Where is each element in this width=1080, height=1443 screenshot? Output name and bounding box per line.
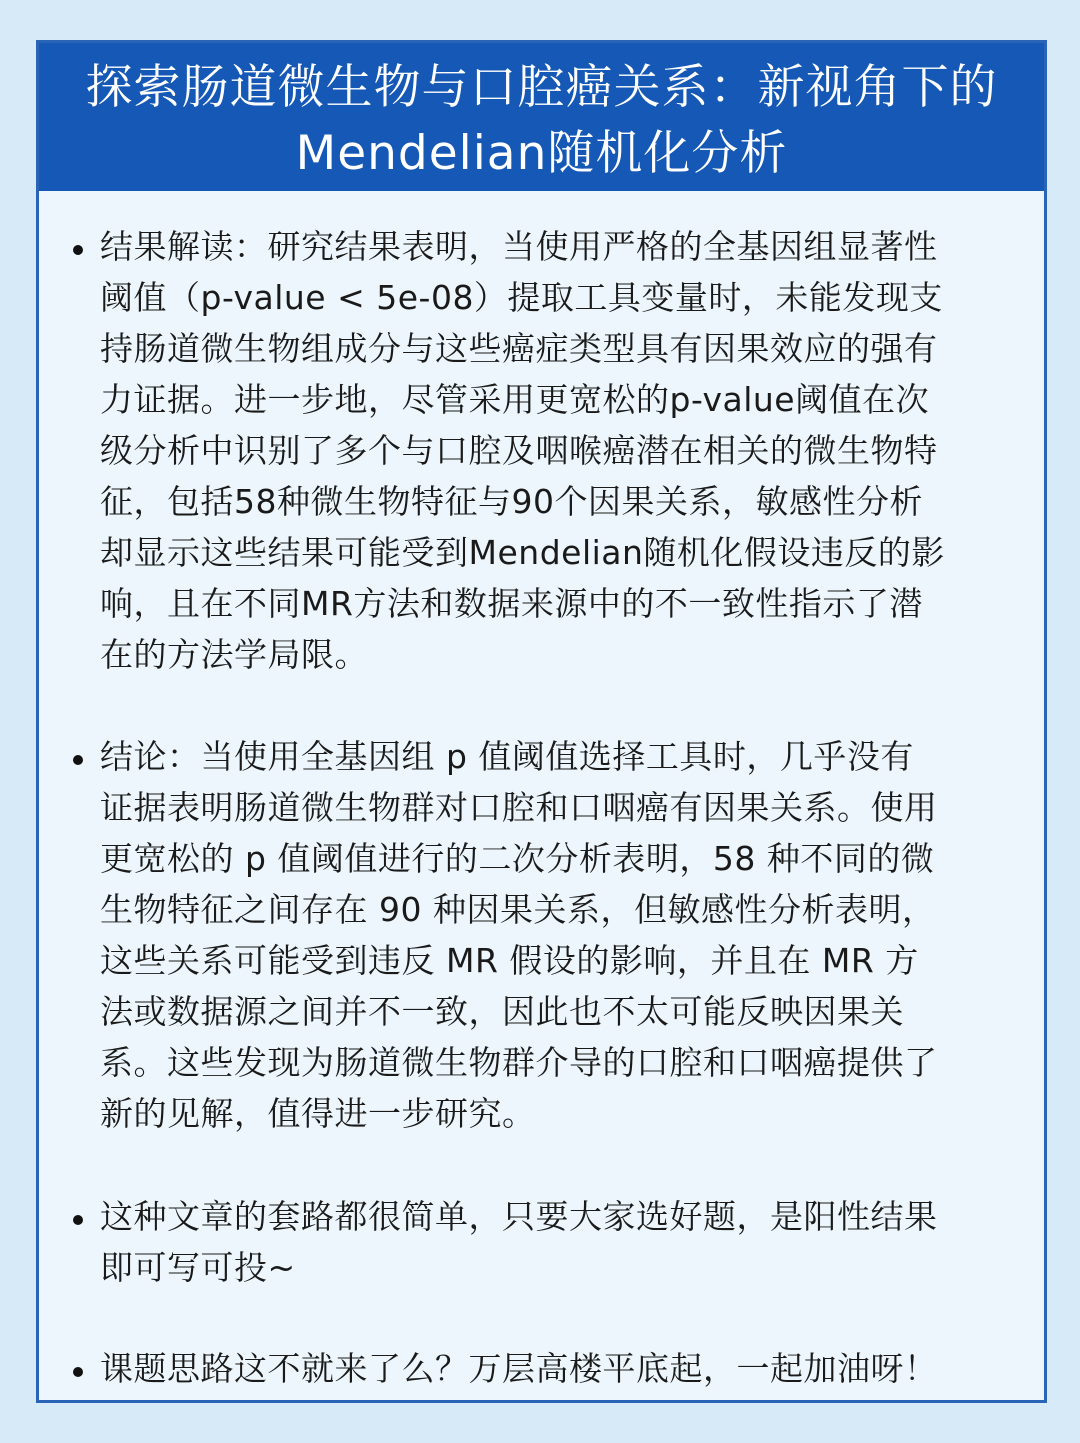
bullet-text-comment [100, 1191, 1020, 1293]
text-line: 这种文章的套路都很简单，只要大家选好题，是阳性结果 [100, 1197, 938, 1236]
text-line: 在的方法学局限。 [100, 635, 368, 674]
text-line: 持肠道微生物组成分与这些癌症类型具有因果效应的强有 [100, 329, 938, 368]
text-line: 级分析中识别了多个与口腔及咽喉癌潜在相关的微生物特 [100, 431, 938, 470]
text-line: 法或数据源之间并不一致，因此也不太可能反映因果关 [100, 992, 904, 1031]
bullet-dot [73, 1215, 83, 1225]
text-line: 生物特征之间存在 90 种因果关系，但敏感性分析表明， [100, 890, 936, 929]
text-line: 系。这些发现为肠道微生物群介导的口腔和口咽癌提供了 [100, 1043, 938, 1082]
text-line: 征，包括58种微生物特征与90个因果关系，敏感性分析 [100, 482, 923, 521]
bullet-text-results [100, 221, 1020, 680]
bullet-text-conclusion [100, 731, 1020, 1139]
content-card [36, 40, 1047, 1403]
text-line: 这些关系可能受到违反 MR 假设的影响，并且在 MR 方 [100, 941, 919, 980]
text-line: 结论：当使用全基因组 p 值阈值选择工具时，几乎没有 [100, 737, 914, 776]
text-line: 阈值（p-value < 5e-08）提取工具变量时，未能发现支 [100, 278, 943, 317]
text-line: 力证据。进一步地，尽管采用更宽松的p-value阈值在次 [100, 380, 930, 419]
text-line: 结果解读：研究结果表明，当使用严格的全基因组显著性 [100, 227, 938, 266]
text-line: 新的见解，值得进一步研究。 [100, 1094, 536, 1133]
bullet-text-encouragement [100, 1343, 1020, 1394]
bullet-dot [73, 755, 83, 765]
title-line-1: 探索肠道微生物与口腔癌关系：新视角下的 [85, 60, 998, 115]
text-line: 响，且在不同MR方法和数据来源中的不一致性指示了潜 [100, 584, 923, 623]
text-line: 即可写可投~ [100, 1248, 296, 1287]
bullet-dot [73, 1367, 83, 1377]
text-line: 却显示这些结果可能受到Mendelian随机化假设违反的影 [100, 533, 945, 572]
text-line: 课题思路这不就来了么？万层高楼平底起，一起加油呀！ [100, 1349, 938, 1388]
text-line: 更宽松的 p 值阈值进行的二次分析表明，58 种不同的微 [100, 839, 935, 878]
bullet-dot [73, 245, 83, 255]
title-line-2: Mendelian随机化分析 [295, 126, 788, 181]
title-banner [39, 43, 1044, 191]
text-line: 证据表明肠道微生物群对口腔和口咽癌有因果关系。使用 [100, 788, 938, 827]
